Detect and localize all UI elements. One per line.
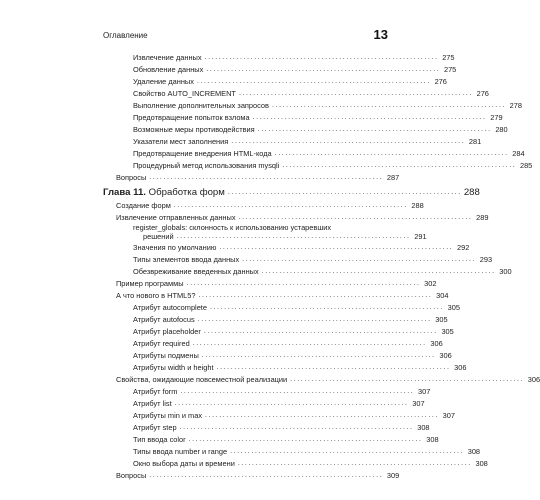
toc-entry: Атрибут autofocus .................................................................. 305 (133, 315, 448, 324)
toc-entry: Вопросы .................................................................. 287 (116, 173, 400, 182)
toc-entry: Тип ввода color .................................................................. 308 (133, 435, 439, 444)
running-head-title: Оглавление (103, 31, 148, 40)
toc-entry: Атрибут form .................................................................. 307 (133, 387, 431, 396)
toc-entry: Пример программы .................................................................. 302 (116, 279, 437, 288)
toc-entry: решений .................................................................. 291 (143, 232, 427, 241)
toc-entry: Обновление данных .................................................................. 275 (133, 65, 457, 74)
toc-entry: Атрибуты подмены .................................................................. 306 (133, 351, 452, 360)
toc-entry: Процедурный метод использования mysqli .................................................................. 285 (133, 161, 533, 170)
toc-entry: Возможные меры противодействия .................................................................. 280 (133, 125, 508, 134)
toc-entry: Атрибут autocomplete .................................................................. 305 (133, 303, 460, 312)
toc-entry: Выполнение дополнительных запросов .................................................................. 278 (133, 101, 522, 110)
toc-entry: Атрибуты min и max .................................................................. 307 (133, 411, 455, 420)
toc-entry: Свойства, ожидающие повсеместной реализации .................................................................. 306 (116, 375, 540, 384)
toc-entry: Свойство AUTO_INCREMENT .................................................................. 276 (133, 89, 489, 98)
toc-entry: Типы элементов ввода данных .................................................................. 293 (133, 255, 493, 264)
toc-entry: Предотвращение попыток взлома .................................................................. 279 (133, 113, 503, 122)
toc-entry: Извлечение отправленных данных .................................................................. 289 (116, 213, 489, 222)
toc-entry: Окно выбора даты и времени .................................................................. 308 (133, 459, 488, 468)
toc-entry: Предотвращение внедрения HTML-кода .................................................................. 284 (133, 149, 525, 158)
toc-entry-first-line: register_globals: склонность к использованию устаревших (133, 223, 332, 232)
toc-entry: Атрибуты width и height .................................................................. 306 (133, 363, 467, 372)
toc-entry: Атрибут required .................................................................. 306 (133, 339, 443, 348)
page-number: 13 (373, 27, 388, 42)
toc-entry: Значения по умолчанию .................................................................. 292 (133, 243, 470, 252)
toc-entry: Атрибут step .................................................................. 308 (133, 423, 430, 432)
toc-entry: Обезвреживание введенных данных .................................................................. 300 (133, 267, 512, 276)
toc-entry: Создание форм .................................................................. 288 (116, 201, 424, 210)
toc-entry: Атрибут placeholder .................................................................. 305 (133, 327, 454, 336)
toc-entry: Атрибут list .................................................................. 307 (133, 399, 425, 408)
toc-entry: Извлечение данных .................................................................. 275 (133, 53, 455, 62)
toc-entry: Вопросы .................................................................. 309 (116, 471, 400, 480)
toc-entry: Указатели мест заполнения .................................................................. 281 (133, 137, 482, 146)
toc-chapter-entry: Глава 11. Обработка форм .................................................................. 288 (103, 187, 480, 198)
toc-entry: Удаление данных .................................................................. 276 (133, 77, 447, 86)
toc-entry: Типы ввода number и range .................................................................. 308 (133, 447, 481, 456)
toc-entry: А что нового в HTML5? .................................................................. 304 (116, 291, 449, 300)
